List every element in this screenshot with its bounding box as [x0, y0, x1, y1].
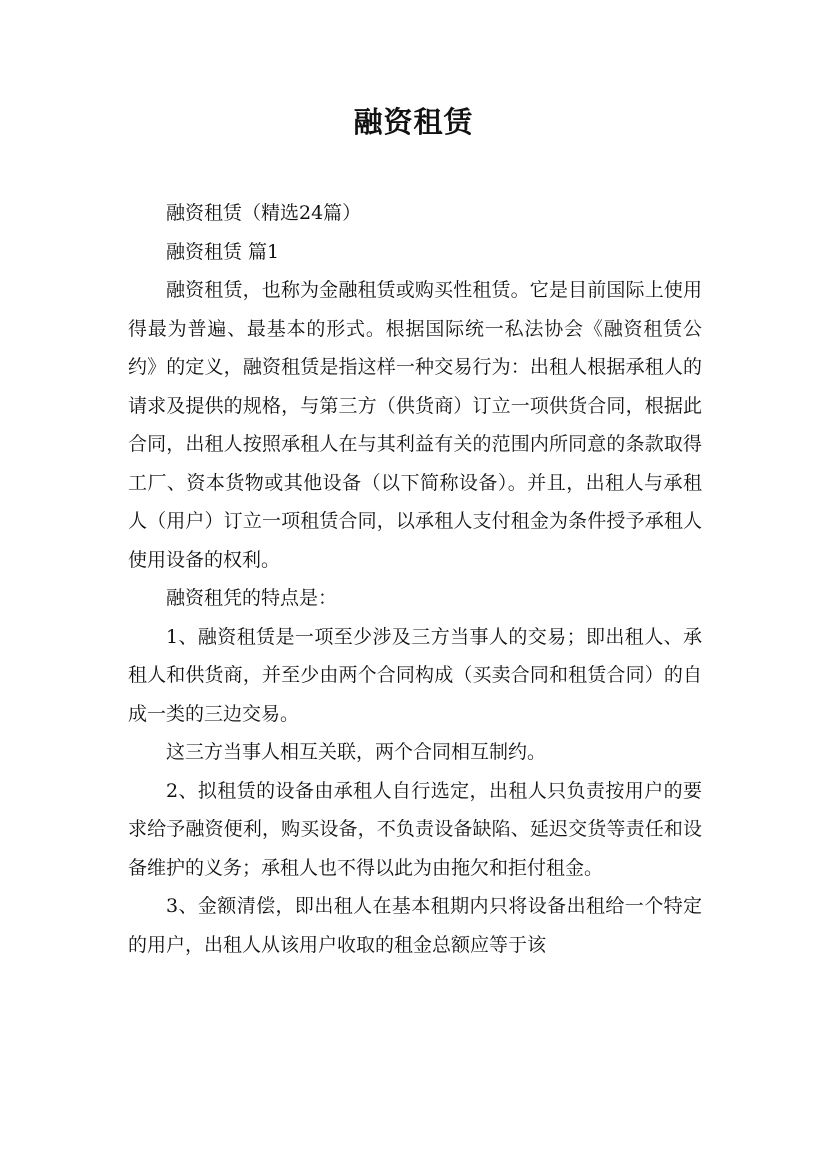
paragraph-definition: 融资租赁，也称为金融租赁或购买性租赁。它是目前国际上使用得最为普遍、最基本的形式。根据国际统一私法协会《融资租赁公约》的定义，融资租赁是指这样一种交易行为：出租人根据承租人的请求及提供的规格，与第三方（供货商）订立一项供货合同，根据此合同，出租人按照承租人在与其利益有关的范围内所同意的条款取得工厂、资本货物或其他设备（以下简称设备）。并且，出租人与承租人（用户）订立一项租赁合同，以承租人支付租金为条件授予承租人使用设备的权利。 [128, 279, 702, 571]
paragraph-feature-2: 2、拟租赁的设备由承租人自行选定，出租人只负责按用户的要求给予融资便利，购买设备，不负责设备缺陷、延迟交货等责任和设备维护的义务；承租人也不得以此为由拖欠和拒付租金。 [128, 779, 702, 879]
paragraph-subtitle: 融资租赁（精选24篇） [166, 202, 362, 224]
paragraph-feature-3: 3、金额清偿，即出租人在基本租期内只将设备出租给一个特定的用户，出租人从该用户收取的租金总额应等于该 [128, 895, 702, 956]
document-title: 融资租赁 [353, 105, 474, 139]
paragraph-feature-1-note: 这三方当事人相互关联，两个合同相互制约。 [166, 741, 547, 763]
paragraph-feature-1: 1、融资租赁是一项至少涉及三方当事人的交易；即出租人、承租人和供货商，并至少由两个合同构成（买卖合同和租赁合同）的自成一类的三边交易。 [128, 625, 702, 725]
paragraph-section-heading: 融资租赁 篇1 [166, 240, 280, 263]
document-body [128, 194, 702, 964]
paragraph-features-intro: 融资租凭的特点是： [166, 587, 338, 609]
